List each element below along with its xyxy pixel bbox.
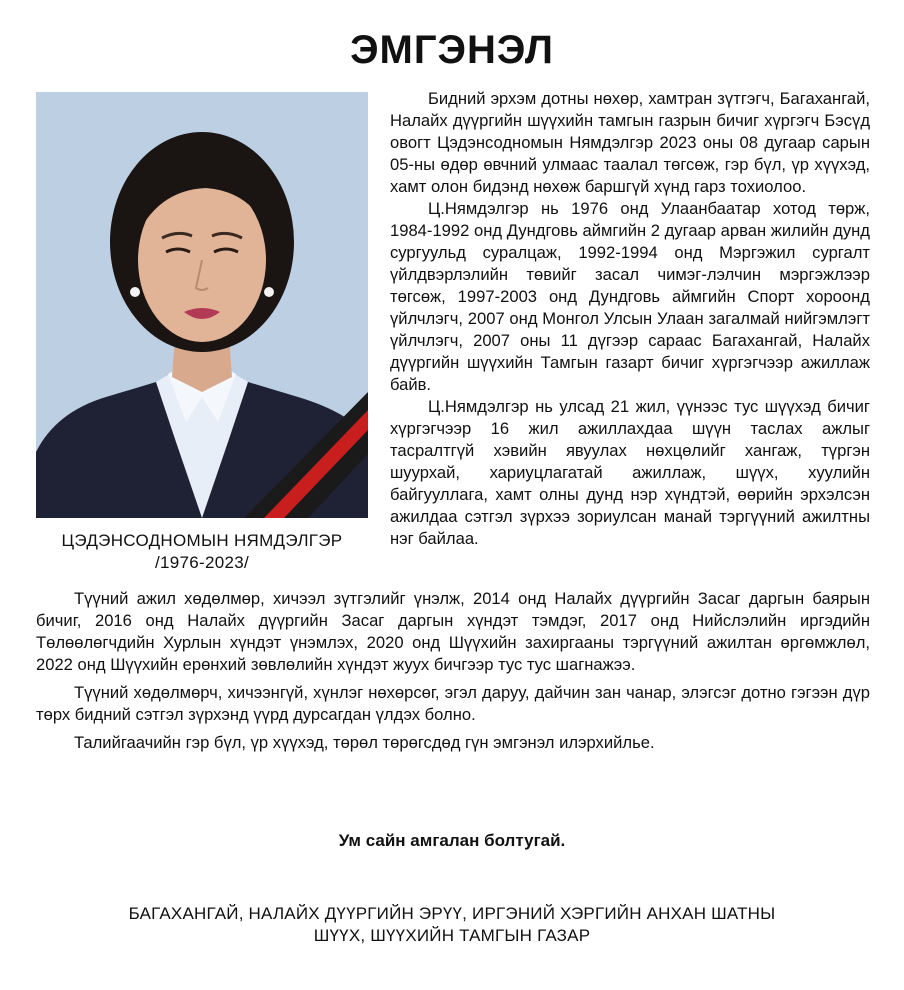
closing-phrase: Ум сайн амгалан болтугай. [338,831,566,850]
paragraph-biography: Ц.Нямдэлгэр нь 1976 онд Улаанбаатар хотод төрж, 1984-1992 онд Дундговь аймгийн 2 дугаар арван жилийн дунд сургуульд суралцаж, 1992-1994 онд Мэргэжил сургалт үйлдвэрлэлийн төвийг засал чимэг-лэлчин мэргэжлээр төгсөж, 1997-2003 онд Дундговь аймгийн Спорт хороонд үйлчлэгч, 2007 онд Монгол Улсын Улаан загалмай нийгэмлэгт үйлчлэгч, 2007 оны 11 дүгээр сараас Багахангай, Налайх дүүргийн шүүхийн Тамгын газарт бичиг хүргэгчээр ажиллаж байв. [390,199,870,394]
page-title: ЭМГЭНЭЛ [350,28,554,72]
portrait-illustration [36,92,368,518]
paragraph-condolences: Талийгаачийн гэр бүл, үр хүүхэд, төрөл төрөгсдөд гүн эмгэнэл илэрхийлье. [74,733,655,752]
organization-line-1: БАГАХАНГАЙ, НАЛАЙХ ДҮҮРГИЙН ЭРҮҮ, ИРГЭНИЙ ХЭРГИЙН АНХАН ШАТНЫ [128,904,776,923]
full-width-text [36,588,870,760]
paragraph-announcement: Бидний эрхэм дотны нөхөр, хамтран зүтгэгч, Багахангай, Налайх дүүргийн шүүхийн тамгын газрын бичиг хүргэгч Бэсүд овогт Цэдэнсодномын Нямдэлгэр 2023 оны 08 дугаар сарын 05-ны өдөр өвчний улмаас таалал төгсөж, гэр бүл, үр хүүхэд, хамт олон бидэнд нөхөж баршгүй хүнд гарз тохиолоо. [390,89,870,196]
paragraph-character: Түүний хөдөлмөрч, хичээнгүй, хүнлэг нөхөрсөг, эгэл даруу, дайчин зан чанар, элэгсэг дотно гэгээн дүр төрх бидний сэтгэл зүрхэнд үүрд дурсагдан үлдэх болно. [36,683,870,724]
paragraph-awards: Түүний ажил хөдөлмөр, хичээл зүтгэлийг үнэлж, 2014 онд Налайх дүүргийн Засаг даргын баярын бичиг, 2016 онд Налайх дүүргийн Засаг даргын хүндэт тэмдэг, 2017 онд Нийслэлийн иргэдийн Төлөөлөгчдийн Хурлын хүндэт үнэмлэх, 2020 онд Шүүхийн захиргааны тэргүүний ажилтан өргөмжлөл, 2022 онд Шүүхийн ерөнхий зөвлөлийн хүндэт жуух бичгээр тус тус шагнажээ. [36,589,870,674]
organization-line-2: ШҮҮХ, ШҮҮХИЙН ТАМГЫН ГАЗАР [313,926,591,945]
deceased-name: ЦЭДЭНСОДНОМЫН НЯМДЭЛГЭР [61,531,343,550]
organization-signature [0,903,904,947]
portrait-photo [36,92,368,518]
portrait-caption [36,530,368,574]
right-column-text [390,88,870,550]
paragraph-career: Ц.Нямдэлгэр нь улсад 21 жил, үүнээс тус шүүхэд бичиг хүргэгчээр 16 жил ажиллахдаа шүүн таслах ажлыг тасралтгүй хэвийн явуулах нөхцөлийг хангаж, түргэн шуурхай, хариуцлагатай ажиллаж, шүүх, хуулийн байгууллага, хамт олны дунд нэр хүндтэй, өөрийн эрхэлсэн ажилдаа сэтгэл зүрхээ зориулсан манай тэргүүний ажилтны нэг байлаа. [390,397,870,548]
life-years: /1976-2023/ [154,553,250,572]
